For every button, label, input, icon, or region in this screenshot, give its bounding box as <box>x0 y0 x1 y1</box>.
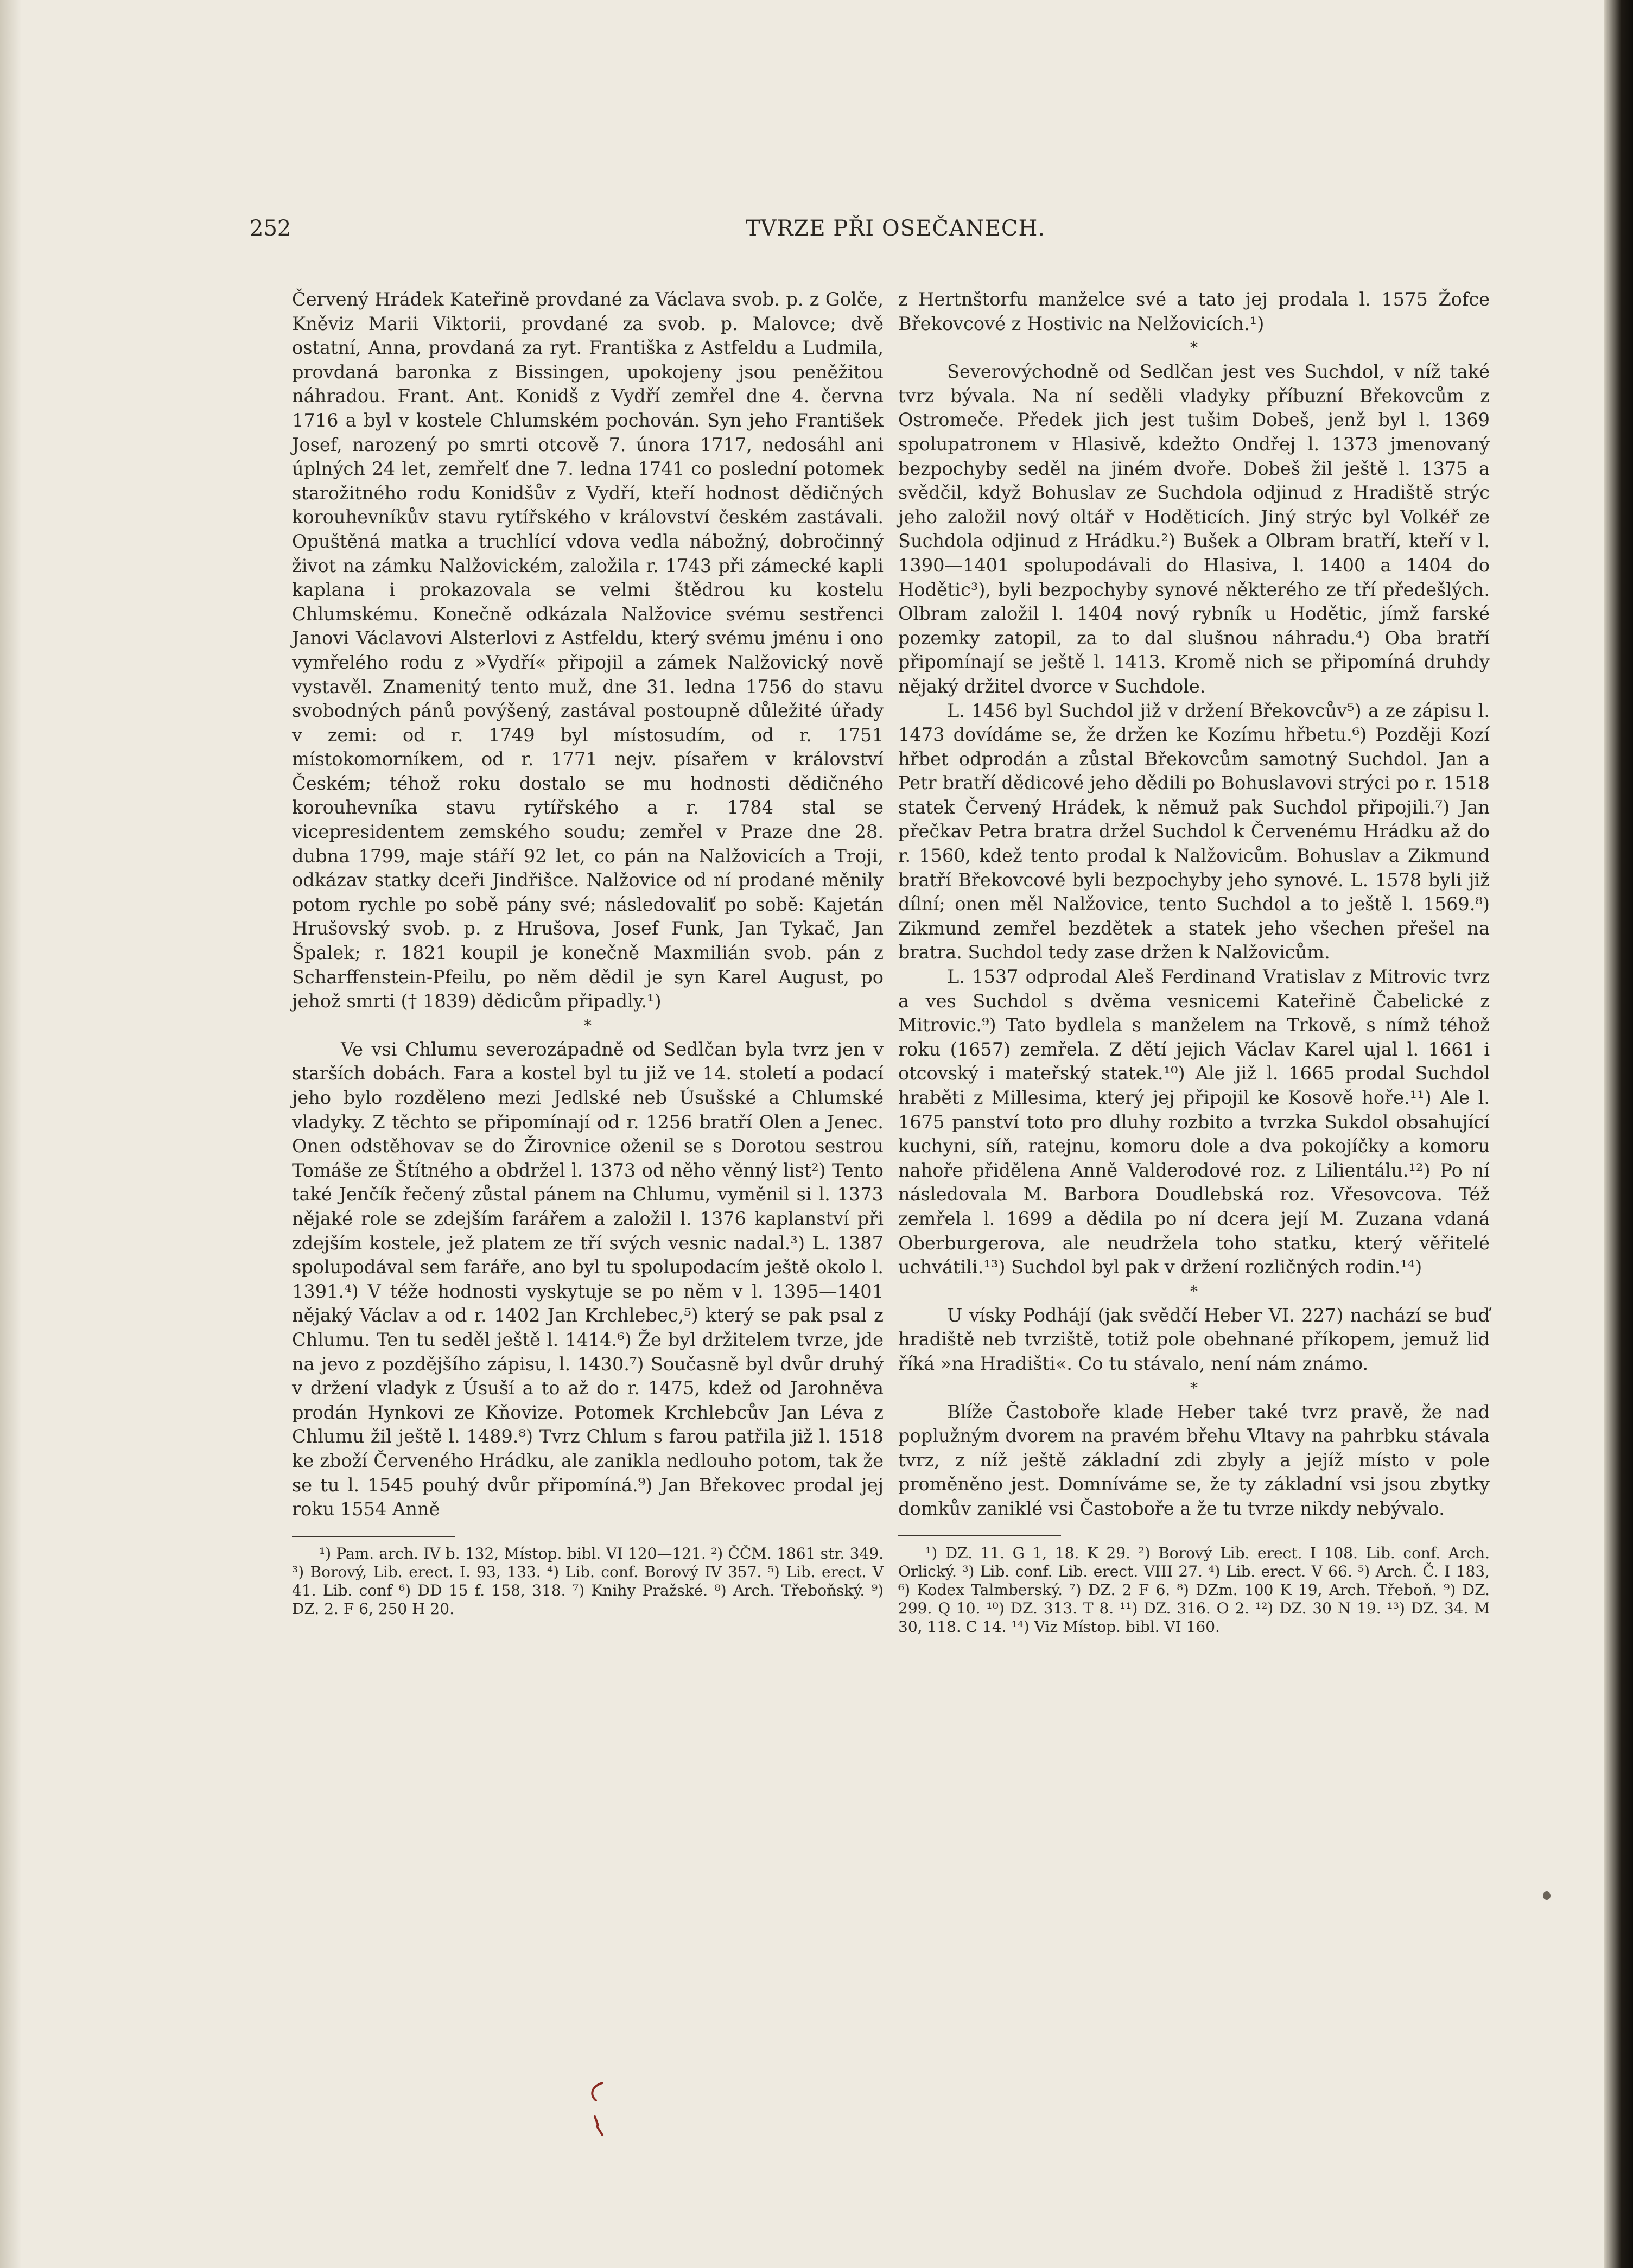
paragraph: z Hertnštorfu manželce své a tato jej prodala l. 1575 Žofce Břekovcové z Hostivic na Nelžovicích.¹) <box>898 289 1490 334</box>
footnote-text: ¹) Pam. arch. IV b. 132, Místop. bibl. VI 120—121. ²) ČČM. 1861 str. 349. ³) Borový, Lib. erect. I. 93, 133. ⁴) Lib. conf. Borový IV 357. ⁵) Lib. erect. V 41. Lib. conf ⁶) DD 15 f. 158, 318. ⁷) Knihy Pražské. ⁸) Arch. Třeboňský. ⁹) DZ. 2. F 6, 250 H 20. <box>292 1544 884 1618</box>
left-column <box>292 288 884 1618</box>
page-header <box>250 216 1541 254</box>
page-edge-shadow <box>0 0 22 2268</box>
page-number: 252 <box>250 216 291 241</box>
book-spine-shadow <box>1604 0 1633 2268</box>
ink-mark <box>586 2079 608 2138</box>
running-title: TVRZE PŘI OSEČANECH. <box>745 216 1046 241</box>
section-separator: * <box>1190 1378 1198 1397</box>
footnote-text: ¹) DZ. 11. G 1, 18. K 29. ²) Borový Lib. erect. I 108. Lib. conf. Arch. Orlický. ³) Lib. conf. Lib. erect. VIII 27. ⁴) Lib. erect. V 66. ⁵) Arch. Č. I 183, ⁶) Kodex Talmberský. ⁷) DZ. 2 F 6. ⁸) DZm. 100 K 19, Arch. Třeboň. ⁹) DZ. 299. Q 10. ¹⁰) DZ. 313. T 8. ¹¹) DZ. 316. O 2. ¹²) DZ. 30 N 19. ¹³) DZ. 34. M 30, 118. C 14. ¹⁴) Viz Místop. bibl. VI 160. <box>898 1543 1490 1636</box>
paragraph: L. 1537 odprodal Aleš Ferdinand Vratislav z Mitrovic tvrz a ves Suchdol s dvěma vesnicemi Kateřině Čabelické z Mitrovic.⁹) Tato bydlela s manželem na Trkově, s nímž téhož roku (1657) zemřela. Z dětí jejich Václav Karel ujal l. 1661 i otcovský i mateřský statek.¹⁰) Ale již l. 1665 prodal Suchdol hraběti z Millesima, který jej připojil ke Kosově hoře.¹¹) Ale l. 1675 panství toto pro dluhy rozbito a tvrzka Sukdol obsahující kuchyni, síň, ratejnu, komoru dole a dva pokojíčky a komoru nahoře přidělena Anně Valderodové roz. z Lilientálu.¹²) Po ní následovala M. Barbora Doudlebská roz. Vřesovcova. Též zemřela l. 1699 a dědila po ní dcera její M. Zuzana vdaná Oberburgerova, ale neudržela toho statku, který věřitelé uchvátili.¹³) Suchdol byl pak v držení rozličných rodin.¹⁴) <box>898 966 1490 1278</box>
footnotes <box>898 1544 1490 1636</box>
section-separator: * <box>584 1016 592 1034</box>
ink-dot <box>1543 1891 1551 1900</box>
paragraph: Červený Hrádek Kateřině provdané za Václava svob. p. z Golče, Kněviz Marii Viktorii, provdané za svob. p. Malovce; dvě ostatní, Anna, provdaná za ryt. Františka z Astfeldu a Ludmila, provdaná baronka z Bissingen, upokojeny jsou peněžitou náhradou. Frant. Ant. Konidš z Vydří zemřel dne 4. června 1716 a byl v kostele Chlumském pochován. Syn jeho František Josef, narozený po smrti otcově 7. února 1717, nedosáhl ani úplných 24 let, zemřelť dne 7. ledna 1741 co poslední potomek starožitného rodu Konidšův z Vydří, kteří hodnost dědičných korouhevníkův stavu rytířského v království českém zastávali. Opuštěná matka a truchlící vdova vedla nábožný, dobročinný život na zámku Nalžovickém, založila r. 1743 při zámecké kapli kaplana i prokazovala se velmi štědrou ku kostelu Chlumskému. Konečně odkázala Nalžovice svému sestřenci Janovi Václavovi Alsterlovi z Astfeldu, který svému jménu i ono vymřelého rodu z »Vydří« připojil a zámek Nalžovický nově vystavěl. Znamenitý tento muž, dne 31. ledna 1756 do stavu svobodných pánů povýšený, zastával postoupně důležité úřady v zemi: od r. 1749 byl místosudím, od r. 1751 místokomorníkem, od r. 1771 nejv. písařem v království Českém; téhož roku dostalo se mu hodnosti dědičného korouhevníka stavu rytířského a r. 1784 stal se vicepresidentem zemského soudu; zemřel v Praze dne 28. dubna 1799, maje stáří 92 let, co pán na Nalžovicích a Troji, odkázav statky dceři Jindřišce. Nalžovice od ní prodané měnily potom rychle po sobě pány své; následovaliť po sobě: Kajetán Hrušovský svob. p. z Hrušova, Josef Funk, Jan Tykač, Jan Špalek; r. 1821 koupil je konečně Maxmilián svob. pán z Scharffenstein-Pfeilu, po něm dědil je syn Karel August, po jehož smrti († 1839) dědicům připadly.¹) <box>292 289 884 1012</box>
paragraph: U vísky Podhájí (jak svědčí Heber VI. 227) nachází se buď hradiště neb tvrziště, totiž pole obehnané příkopem, jemuž lid říká »na Hradišti«. Co tu stávalo, není nám známo. <box>898 1304 1490 1374</box>
footnote-rule <box>292 1536 455 1537</box>
footnote-rule <box>898 1535 1061 1536</box>
paragraph: Severovýchodně od Sedlčan jest ves Suchdol, v níž také tvrz bývala. Na ní seděli vladyky příbuzní Břekovcům z Ostromeče. Předek jich jest tušim Dobeš, jenž byl l. 1369 spolupatronem v Hlasivě, kdežto Ondřej l. 1373 jmenovaný bezpochyby seděl na jiném dvoře. Dobeš žil ještě l. 1375 a svědčil, když Bohuslav ze Suchdola odjinud z Hradiště strýc jeho založil nový oltář v Hoděticích. Jiný strýc byl Volkéř ze Suchdola odjinud z Hrádku.²) Bušek a Olbram bratří, kteří v l. 1390—1401 spolupodávali do Hlasiva, l. 1400 a 1404 do Hodětic³), byli bezpochyby synové některého ze tří předešlých. Olbram založil l. 1404 nový rybník u Hodětic, jímž farské pozemky zatopil, za to dal slušnou náhradu.⁴) Oba bratří připomínají se ještě l. 1413. Kromě nich se připomíná druhdy nějaký držitel dvorce v Suchdole. <box>898 361 1490 697</box>
section-separator: * <box>1190 1282 1198 1300</box>
paragraph: Blíže Častoboře klade Heber také tvrz pravě, že nad poplužným dvorem na pravém břehu Vltavy na pahrbku stávala tvrz, z níž ještě základní zdi zbyly a jejíž místo v pole proměněno jest. Domníváme se, že ty základní vsi jsou zbytky domkův zaniklé vsi Častoboře a že tu tvrze nikdy nebývalo. <box>898 1401 1490 1519</box>
right-column <box>898 288 1490 1636</box>
paragraph: L. 1456 byl Suchdol již v držení Břekovcův⁵) a ze zápisu l. 1473 dovídáme se, že držen ke Kozímu hřbetu.⁶) Později Kozí hřbet odprodán a zůstal Břekovcům samotný Suchdol. Jan a Petr bratří dědicové jeho dědili po Bohuslavovi strýci po r. 1518 statek Červený Hrádek, k němuž pak Suchdol připojili.⁷) Jan přečkav Petra bratra držel Suchdol k Červenému Hrádku až do r. 1560, kdež tento prodal k Nalžovicům. Bohuslav a Zikmund bratří Břekovcové byli bezpochyby jeho synové. L. 1578 byli již dílní; onen měl Nalžovice, tento Suchdol a to ještě l. 1569.⁸) Zikmund zemřel bezdětek a statek jeho všechen přešel na bratra. Suchdol tedy zase držen k Nalžovicům. <box>898 700 1490 963</box>
section-separator: * <box>1190 339 1198 357</box>
paragraph: Ve vsi Chlumu severozápadně od Sedlčan byla tvrz jen v starších dobách. Fara a kostel byl tu již ve 14. století a podací jeho bylo rozděleno mezi Jedlské neb Úsušské a Chlumské vladyky. Z těchto se připomínají od r. 1256 bratří Olen a Jenec. Onen odstěhovav se do Žirovnice oženil se s Dorotou sestrou Tomáše ze Štítného a obdržel l. 1373 od něho věnný list²) Tento také Jenčík řečený zůstal pánem na Chlumu, vyměnil si l. 1373 nějaké role se zdejším farářem a založil l. 1376 kaplanství při zdejším kostele, jež platem ze tří svých vesnic nadal.³) L. 1387 spolupodával sem faráře, ano byl tu spolupodacím ještě okolo l. 1391.⁴) V téže hodnosti vyskytuje se po něm v l. 1395—1401 nějaký Václav a od r. 1402 Jan Krchlebec,⁵) který se pak psal z Chlumu. Ten tu seděl ještě l. 1414.⁶) Že byl držitelem tvrze, jde na jevo z pozdějšího zápisu, l. 1430.⁷) Současně byl dvůr druhý v držení vladyk z Úsuší a to až do r. 1475, kdež od Jarohněva prodán Hynkovi ze Kňovize. Potomek Krchlebcův Jan Léva z Chlumu žil ještě l. 1489.⁸) Tvrz Chlum s farou patřila již l. 1518 ke zboží Červeného Hrádku, ale zanikla nedlouho potom, tak že se tu l. 1545 pouhý dvůr připomíná.⁹) Jan Břekovec prodal jej roku 1554 Anně <box>292 1038 884 1520</box>
footnotes <box>292 1545 884 1618</box>
